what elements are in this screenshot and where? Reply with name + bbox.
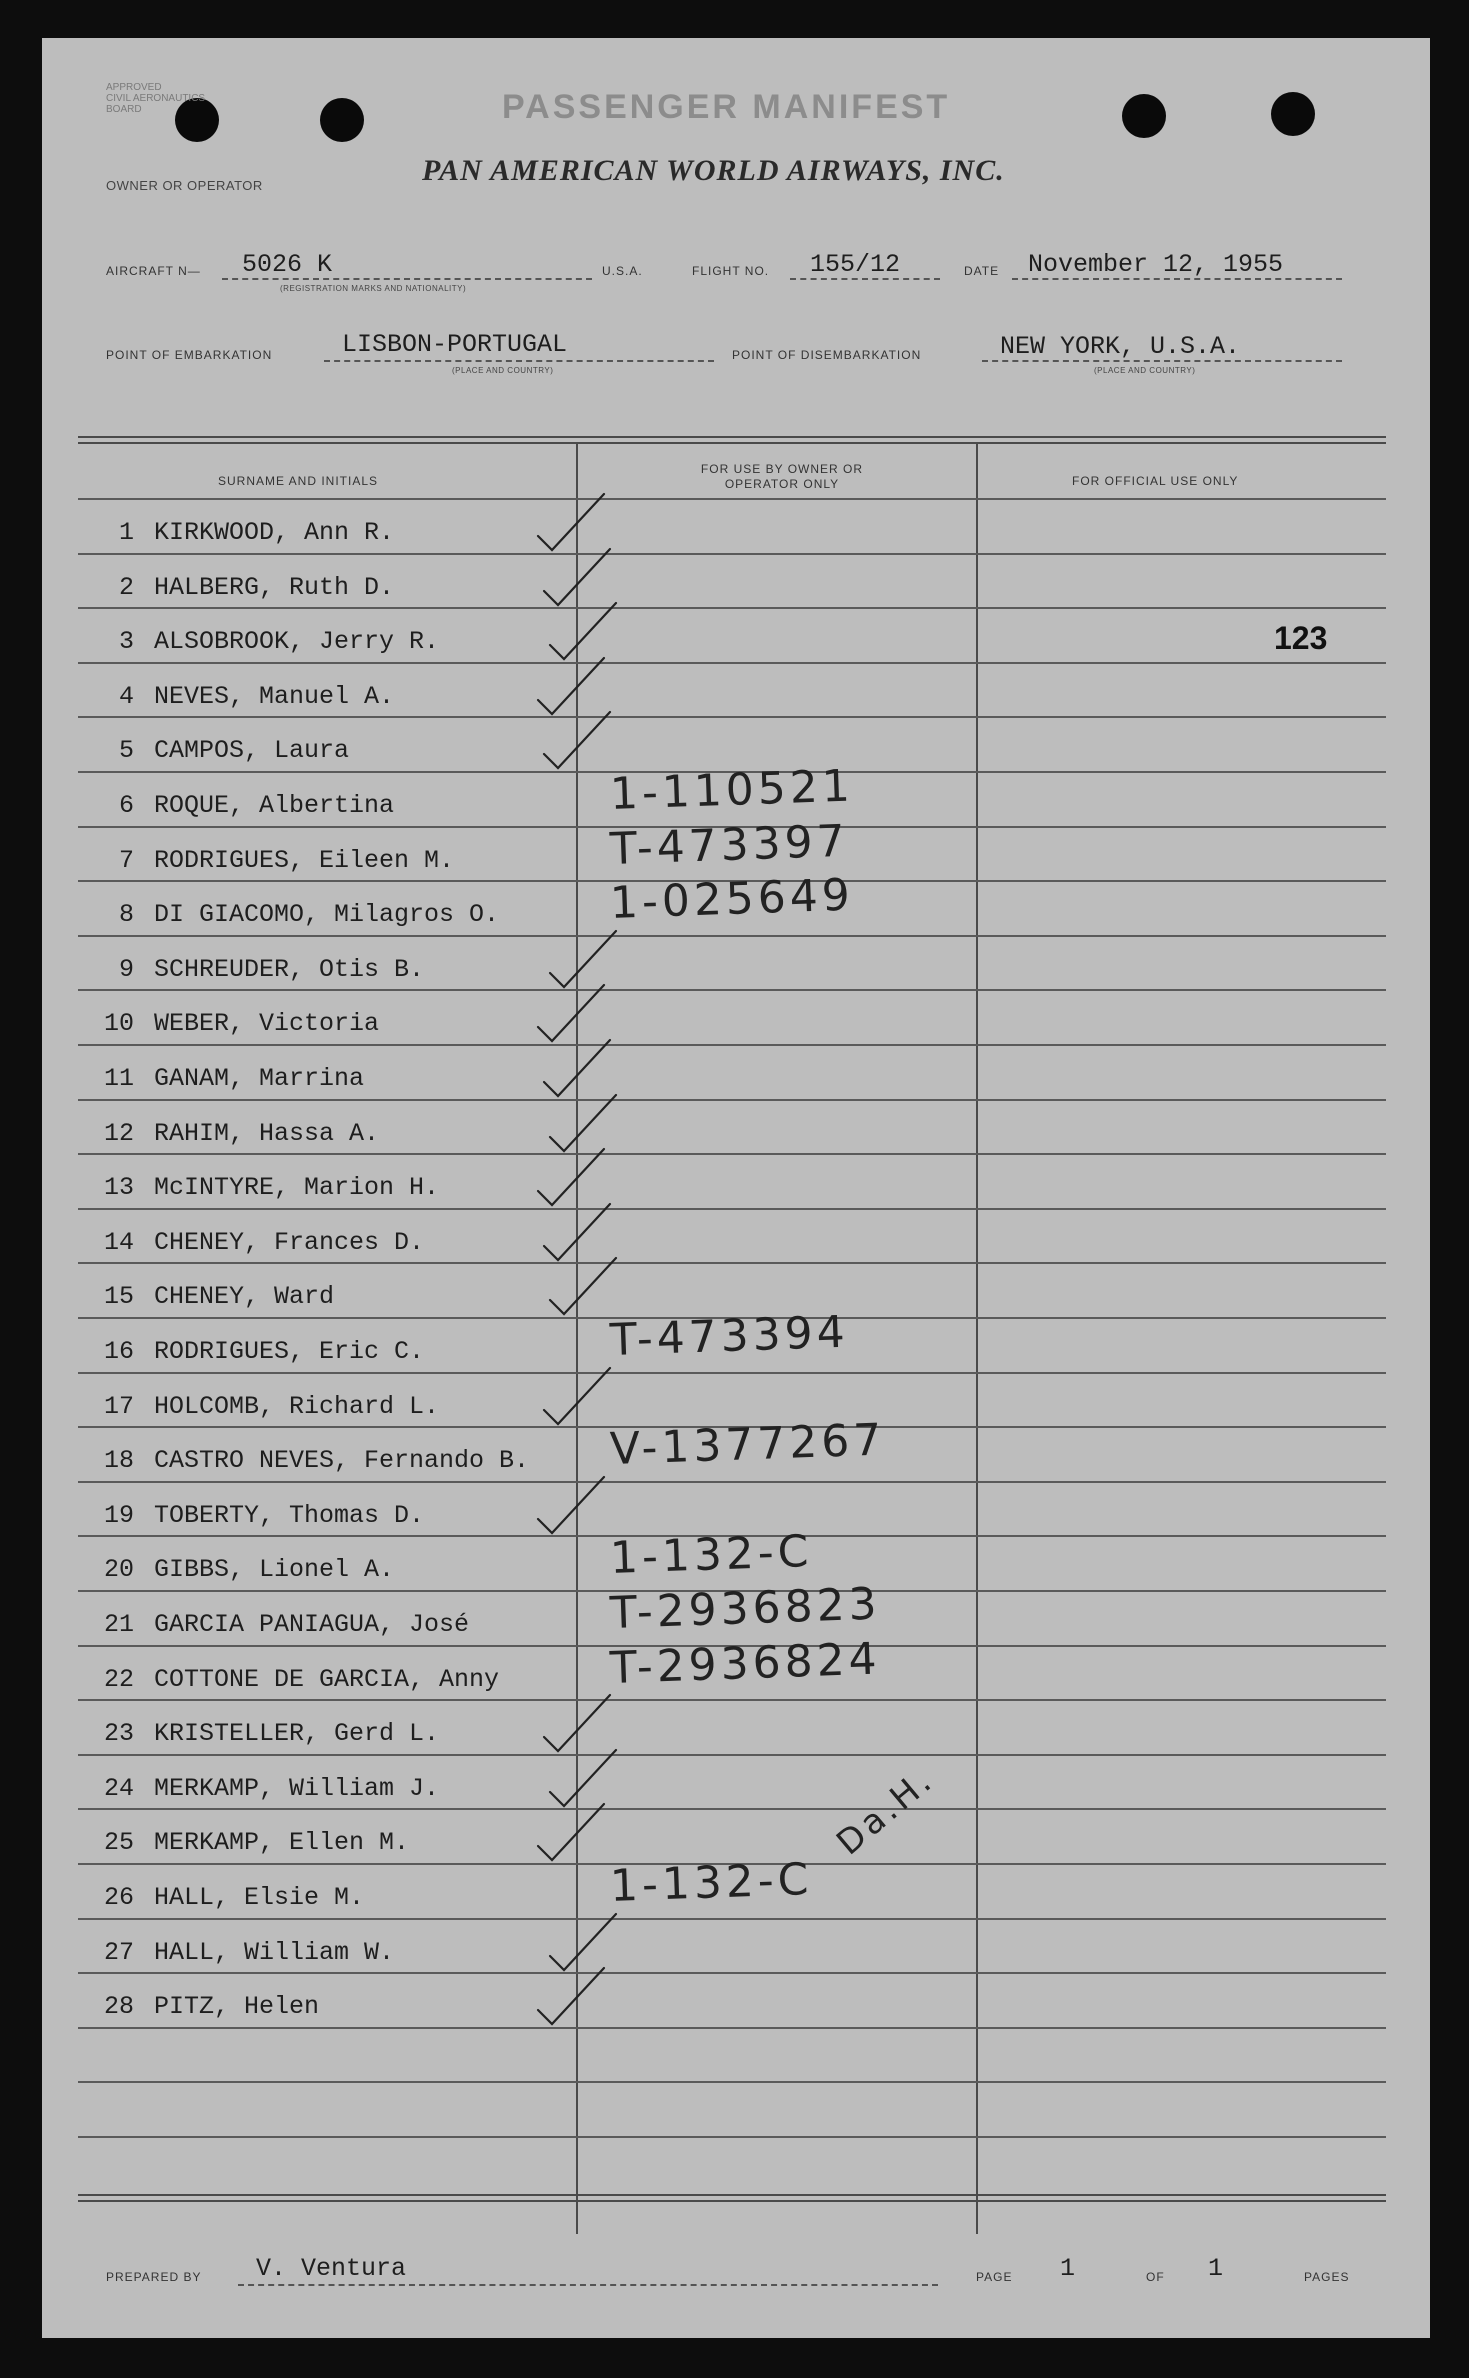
passenger-number: 23	[103, 1719, 134, 1749]
handwritten-initials: Da.H.	[829, 1759, 942, 1864]
passenger-name: CASTRO NEVES, Fernando B.	[154, 1446, 530, 1476]
handwritten-note: T-473397	[609, 815, 850, 875]
passenger-name: HALL, Elsie M.	[154, 1883, 365, 1912]
row-rule	[78, 607, 1386, 609]
handwritten-note: V-1377267	[609, 1414, 887, 1476]
passenger-name: MERKAMP, Ellen M.	[154, 1828, 410, 1858]
passenger-number: 26	[103, 1883, 134, 1912]
passenger-number: 22	[103, 1664, 134, 1694]
embark-value: LISBON-PORTUGAL	[342, 330, 568, 359]
row-rule	[78, 1208, 1386, 1210]
passenger-name: GANAM, Marrina	[154, 1064, 365, 1093]
passenger-number: 7	[118, 845, 134, 875]
passenger-name: SCHREUDER, Otis B.	[154, 954, 425, 984]
passenger-number: 24	[103, 1773, 134, 1803]
prepared-by-value: V. Ventura	[256, 2254, 407, 2283]
handwritten-note: 1-132-C	[609, 1853, 814, 1912]
passenger-name: ROQUE, Albertina	[154, 791, 395, 820]
date-label: DATE	[964, 264, 1000, 278]
prepared-by-underline	[238, 2284, 938, 2287]
row-rule	[78, 989, 1386, 991]
passenger-number: 18	[103, 1446, 134, 1476]
row-rule	[78, 1481, 1386, 1483]
passenger-number: 25	[103, 1828, 134, 1858]
row-rule	[78, 2081, 1386, 2083]
passenger-number: 13	[103, 1173, 134, 1203]
handwritten-note: T-2936824	[609, 1633, 882, 1694]
page-label: PAGE	[976, 2270, 1013, 2284]
passenger-name: CHENEY, Ward	[154, 1282, 335, 1312]
check-mark-icon	[544, 1252, 624, 1322]
punch-hole	[1271, 92, 1315, 136]
disembark-value: NEW YORK, U.S.A.	[1000, 332, 1241, 361]
passenger-number: 2	[118, 572, 134, 602]
document-title: PASSENGER MANIFEST	[502, 88, 951, 126]
flight-label: FLIGHT NO.	[692, 264, 770, 278]
passenger-name: KRISTELLER, Gerd L.	[154, 1719, 440, 1749]
table-bottom-rule	[78, 2194, 1386, 2196]
flight-value: 155/12	[810, 250, 901, 279]
check-mark-icon	[532, 1798, 612, 1868]
row-rule	[78, 716, 1386, 718]
owner-label: OWNER OR OPERATOR	[106, 178, 263, 193]
disembark-label: POINT OF DISEMBARKATION	[732, 348, 922, 362]
passenger-number: 9	[118, 954, 134, 984]
row-rule	[78, 1099, 1386, 1101]
manifest-sheet	[42, 38, 1430, 2338]
passenger-name: PITZ, Helen	[154, 1992, 320, 2022]
row-rule	[78, 1972, 1386, 1974]
row-rule	[78, 553, 1386, 555]
embark-label: POINT OF EMBARKATION	[106, 348, 273, 362]
passenger-name: NEVES, Manuel A.	[154, 681, 395, 711]
handwritten-note: 1-025649	[609, 869, 855, 930]
passenger-name: DI GIACOMO, Milagros O.	[154, 900, 500, 930]
passenger-name: GARCIA PANIAGUA, José	[154, 1610, 470, 1639]
date-value: November 12, 1955	[1028, 250, 1284, 279]
row-rule	[78, 1044, 1386, 1046]
passenger-name: RAHIM, Hassa A.	[154, 1118, 380, 1148]
row-rule	[78, 2136, 1386, 2138]
passenger-number: 8	[118, 900, 134, 930]
embark-sublabel: (PLACE AND COUNTRY)	[452, 366, 554, 375]
passenger-name: GIBBS, Lionel A.	[154, 1555, 395, 1585]
table-top-rule	[78, 436, 1386, 438]
passenger-number: 21	[103, 1610, 134, 1639]
passenger-name: ALSOBROOK, Jerry R.	[154, 627, 440, 657]
passenger-number: 4	[118, 681, 134, 711]
surname-column-header: SURNAME AND INITIALS	[218, 474, 379, 488]
page-value: 1	[1060, 2254, 1076, 2283]
row-rule	[78, 935, 1386, 937]
date-underline	[1012, 278, 1342, 281]
passenger-name: COTTONE DE GARCIA, Anny	[154, 1664, 500, 1694]
table-bottom-rule	[78, 2200, 1386, 2202]
passenger-number: 16	[103, 1337, 134, 1366]
passenger-number: 10	[103, 1009, 134, 1039]
check-mark-icon	[538, 706, 618, 776]
passenger-name: MERKAMP, William J.	[154, 1773, 440, 1803]
aircraft-value: 5026 K	[242, 250, 333, 279]
passenger-number: 20	[103, 1555, 134, 1585]
row-rule	[78, 1754, 1386, 1756]
pages-label: PAGES	[1304, 2270, 1350, 2284]
row-rule	[78, 662, 1386, 664]
column-divider	[976, 444, 978, 2234]
passenger-name: WEBER, Victoria	[154, 1009, 380, 1039]
disembark-underline	[982, 360, 1342, 363]
passenger-name: TOBERTY, Thomas D.	[154, 1500, 425, 1530]
of-value: 1	[1208, 2254, 1224, 2283]
margin-number: 123	[1274, 620, 1328, 656]
handwritten-note: 1-132-C	[609, 1526, 814, 1585]
table-top-rule	[78, 442, 1386, 444]
check-mark-icon	[532, 1471, 612, 1541]
passenger-number: 27	[103, 1937, 134, 1967]
row-rule	[78, 1372, 1386, 1374]
passenger-number: 19	[103, 1500, 134, 1530]
passenger-number: 6	[118, 791, 134, 820]
passenger-name: RODRIGUES, Eileen M.	[154, 845, 455, 875]
official-column-header: FOR OFFICIAL USE ONLY	[1072, 474, 1239, 488]
passenger-name: CHENEY, Frances D.	[154, 1227, 425, 1257]
aircraft-sublabel: (REGISTRATION MARKS AND NATIONALITY)	[280, 284, 467, 293]
row-rule	[78, 2027, 1386, 2029]
passenger-name: HALBERG, Ruth D.	[154, 572, 395, 602]
passenger-name: HALL, William W.	[154, 1937, 395, 1967]
passenger-number: 11	[103, 1064, 134, 1093]
passenger-number: 28	[103, 1992, 134, 2022]
passenger-number: 14	[103, 1227, 134, 1257]
row-rule	[78, 498, 1386, 500]
passenger-name: RODRIGUES, Eric C.	[154, 1337, 425, 1366]
row-rule	[78, 1153, 1386, 1155]
passenger-name: CAMPOS, Laura	[154, 736, 350, 766]
row-rule	[78, 1262, 1386, 1264]
prepared-by-label: PREPARED BY	[106, 2270, 202, 2284]
check-mark-icon	[538, 1362, 618, 1432]
check-mark-icon	[532, 1962, 612, 2032]
passenger-name: McINTYRE, Marion H.	[154, 1173, 440, 1203]
passenger-number: 3	[118, 627, 134, 657]
approval-stamp: APPROVED CIVIL AERONAUTICS BOARD	[106, 82, 206, 115]
handwritten-note: T-473394	[609, 1306, 850, 1366]
row-rule	[78, 1808, 1386, 1810]
passenger-number: 15	[103, 1282, 134, 1312]
aircraft-underline	[222, 278, 592, 281]
usa-label: U.S.A.	[602, 264, 643, 278]
handwritten-note: 1-110521	[609, 760, 855, 820]
owner-column-header: FOR USE BY OWNER OR OPERATOR ONLY	[700, 462, 864, 491]
passenger-number: 12	[103, 1118, 134, 1148]
row-rule	[78, 1918, 1386, 1920]
aircraft-label: AIRCRAFT N—	[106, 264, 201, 278]
passenger-number: 1	[118, 518, 134, 547]
row-rule	[78, 1699, 1386, 1701]
passenger-number: 5	[118, 736, 134, 766]
passenger-name: KIRKWOOD, Ann R.	[154, 518, 395, 547]
punch-hole	[320, 98, 364, 142]
airline-name: PAN AMERICAN WORLD AIRWAYS, INC.	[422, 154, 1005, 187]
passenger-number: 17	[103, 1391, 134, 1421]
passenger-name: HOLCOMB, Richard L.	[154, 1391, 440, 1421]
embark-underline	[324, 360, 714, 363]
flight-underline	[790, 278, 940, 281]
of-label: OF	[1146, 2270, 1165, 2284]
handwritten-note: T-2936823	[609, 1578, 882, 1639]
punch-hole	[1122, 94, 1166, 138]
disembark-sublabel: (PLACE AND COUNTRY)	[1094, 366, 1196, 375]
